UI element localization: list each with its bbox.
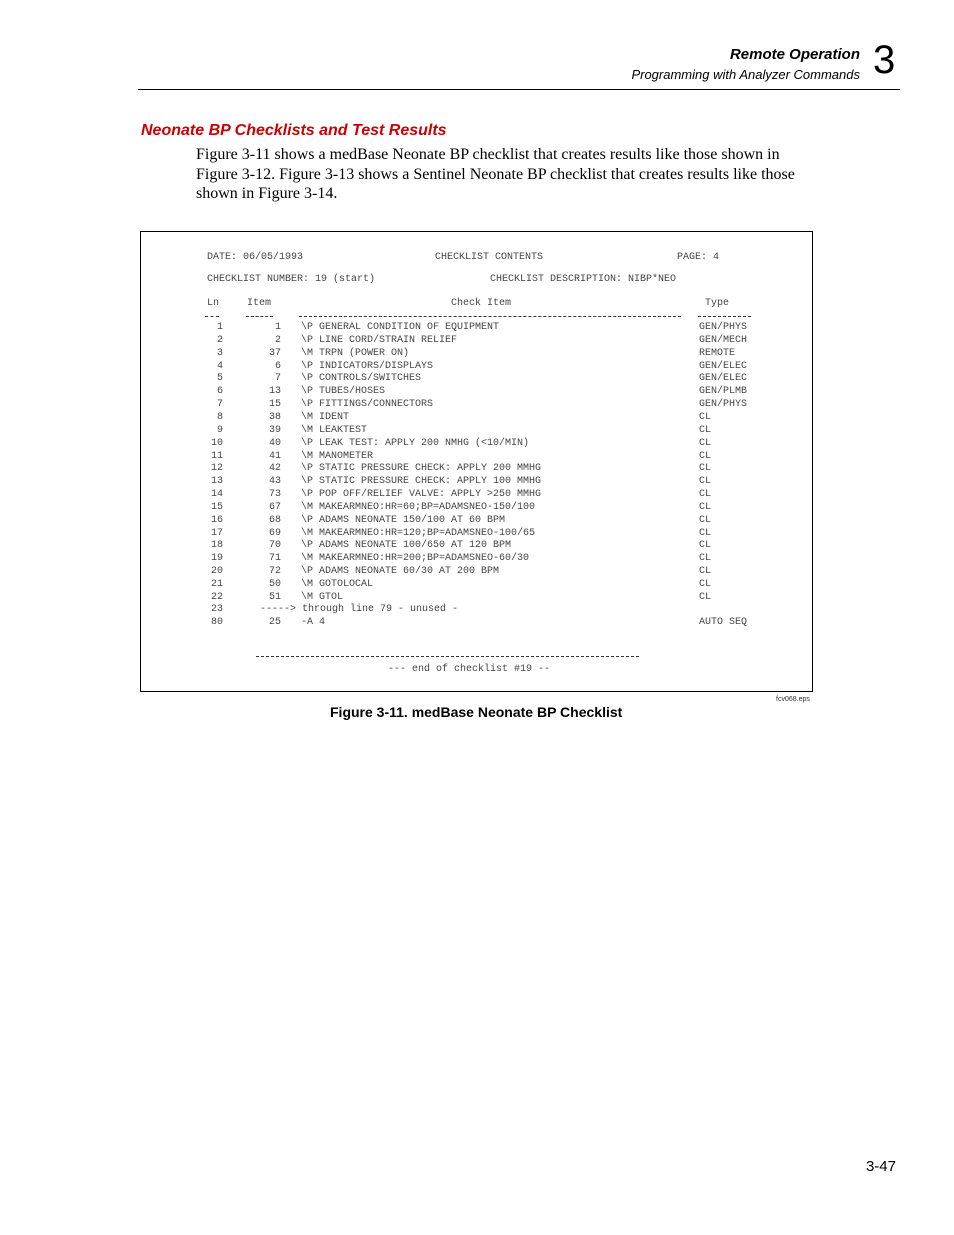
table-row <box>141 553 812 566</box>
row-check-item: \P ADAMS NEONATE 150/100 AT 60 BPM <box>301 514 506 526</box>
table-row <box>141 399 812 412</box>
checklist-figure <box>140 231 813 692</box>
table-row <box>141 476 812 489</box>
row-item: 7 <box>274 373 281 385</box>
checklist-page: PAGE: 4 <box>677 252 720 263</box>
row-type: GEN/PHYS <box>699 399 748 411</box>
row-check-item: \P STATIC PRESSURE CHECK: APPLY 100 MMHG <box>301 476 542 488</box>
row-type: GEN/PLMB <box>699 386 748 398</box>
row-check-item: \M GTOL <box>301 591 344 603</box>
end-divider <box>256 656 639 657</box>
table-row <box>141 438 812 451</box>
row-type: CL <box>699 540 712 552</box>
row-item: 41 <box>268 450 281 462</box>
table-row <box>141 386 812 399</box>
running-header-title: Remote Operation <box>729 46 860 63</box>
row-item: 70 <box>268 540 281 552</box>
row-type: CL <box>699 463 712 475</box>
row-item: 50 <box>268 579 281 590</box>
row-type: REMOTE <box>699 347 736 359</box>
row-ln: 20 <box>210 566 223 578</box>
table-row <box>141 425 812 438</box>
row-check-item: \P STATIC PRESSURE CHECK: APPLY 200 MMHG <box>301 463 542 475</box>
row-type: GEN/MECH <box>699 334 748 346</box>
table-row <box>141 489 812 502</box>
row-item: 6 <box>274 360 281 372</box>
row-item: 68 <box>268 514 281 526</box>
row-type: CL <box>699 527 712 539</box>
row-ln: 12 <box>210 463 223 475</box>
column-header-ln: Ln <box>207 298 220 309</box>
row-ln: 1 <box>216 322 223 333</box>
row-ln: 4 <box>216 360 223 372</box>
page-number: 3-47 <box>865 1158 896 1175</box>
row-item: 73 <box>268 489 281 501</box>
column-underline-type <box>698 316 751 317</box>
running-header-subtitle: Programming with Analyzer Commands <box>631 67 860 82</box>
table-row <box>141 502 812 515</box>
checklist-description: CHECKLIST DESCRIPTION: NIBP*NEO <box>490 274 677 285</box>
table-row <box>141 348 812 361</box>
row-item: 67 <box>268 501 281 513</box>
row-item: 71 <box>268 553 281 565</box>
row-ln: 21 <box>210 579 223 590</box>
column-header-type: Type <box>705 298 730 309</box>
row-item: 13 <box>268 386 281 398</box>
row-check-item: \P CONTROLS/SWITCHES <box>301 373 422 385</box>
row-ln: 15 <box>210 501 223 513</box>
row-ln: 3 <box>216 347 223 359</box>
row-type: GEN/ELEC <box>699 373 748 385</box>
row-ln: 19 <box>210 553 223 565</box>
table-row <box>141 335 812 348</box>
row-item: 1 <box>274 322 281 333</box>
table-row <box>141 540 812 553</box>
row-ln: 80 <box>210 617 223 628</box>
section-title: Neonate BP Checklists and Test Results <box>141 122 447 139</box>
row-item: 42 <box>268 463 281 475</box>
end-of-checklist-text: --- end of checklist #19 -- <box>388 664 551 675</box>
row-ln: 14 <box>210 489 223 501</box>
column-underline-item <box>246 316 273 317</box>
table-row <box>141 322 812 335</box>
row-item: 37 <box>268 347 281 359</box>
figure-caption: Figure 3-11. medBase Neonate BP Checklist <box>330 704 623 720</box>
row-ln: 13 <box>210 476 223 488</box>
row-check-item: \M MANOMETER <box>301 450 374 462</box>
row-check-item: \P GENERAL CONDITION OF EQUIPMENT <box>301 322 500 333</box>
row-check-item: \M LEAKTEST <box>301 424 368 436</box>
row-type: CL <box>699 450 712 462</box>
row-item: 51 <box>268 591 281 603</box>
table-row <box>141 566 812 579</box>
checklist-contents-label: CHECKLIST CONTENTS <box>435 252 544 263</box>
row-ln: 23 <box>210 604 223 615</box>
column-header-item: Item <box>247 298 272 309</box>
row-check-item: \P LEAK TEST: APPLY 200 NMHG (<10/MIN) <box>301 437 530 449</box>
row-check-item: \M GOTOLOCAL <box>301 579 374 590</box>
row-check-item: \P ADAMS NEONATE 60/30 AT 200 BPM <box>301 566 500 578</box>
row-ln: 22 <box>210 591 223 603</box>
row-type: AUTO SEQ <box>699 617 748 628</box>
row-item: 72 <box>268 566 281 578</box>
row-ln: 2 <box>216 334 223 346</box>
row-item: 25 <box>268 617 281 628</box>
row-item: 43 <box>268 476 281 488</box>
row-ln: 8 <box>216 411 223 423</box>
table-row <box>141 373 812 386</box>
row-type: CL <box>699 579 712 590</box>
table-row <box>141 361 812 374</box>
row-type: CL <box>699 424 712 436</box>
row-type: GEN/ELEC <box>699 360 748 372</box>
row-ln: 16 <box>210 514 223 526</box>
row-type: CL <box>699 591 712 603</box>
row-unused-text: -----> through line 79 - unused - <box>260 604 459 615</box>
row-type: CL <box>699 566 712 578</box>
row-check-item: \P TUBES/HOSES <box>301 386 386 398</box>
row-check-item: \P FITTINGS/CONNECTORS <box>301 399 434 411</box>
row-type: CL <box>699 411 712 423</box>
row-item: 39 <box>268 424 281 436</box>
row-item: 38 <box>268 411 281 423</box>
column-underline-check-item <box>299 316 681 317</box>
row-check-item: \P POP OFF/RELIEF VALVE: APPLY >250 MMHG <box>301 489 542 501</box>
row-type: CL <box>699 476 712 488</box>
row-item: 15 <box>268 399 281 411</box>
row-check-item: \M TRPN (POWER ON) <box>301 347 410 359</box>
table-row <box>141 463 812 476</box>
row-ln: 18 <box>210 540 223 552</box>
checklist-number: CHECKLIST NUMBER: 19 (start) <box>207 274 376 285</box>
row-type: CL <box>699 514 712 526</box>
row-check-item: \P INDICATORS/DISPLAYS <box>301 360 434 372</box>
row-item: 2 <box>274 334 281 346</box>
table-row <box>141 592 812 605</box>
row-check-item: -A 4 <box>301 617 326 628</box>
column-underline-ln <box>205 316 219 317</box>
row-check-item: \P LINE CORD/STRAIN RELIEF <box>301 334 458 346</box>
chapter-number: 3 <box>873 38 896 82</box>
row-type: CL <box>699 437 712 449</box>
row-type: CL <box>699 553 712 565</box>
row-check-item: \M MAKEARMNEO:HR=200;BP=ADAMSNEO-60/30 <box>301 553 530 565</box>
column-header-check-item: Check Item <box>451 298 512 309</box>
table-row <box>141 412 812 425</box>
header-rule <box>138 89 900 90</box>
table-row <box>141 451 812 464</box>
body-paragraph: Figure 3-11 shows a medBase Neonate BP checklist that creates results like those shown in Figure 3-12. Figure 3-13 shows a Sentinel Neonate BP checklist that creates results like those shown in Figure 3-14. <box>196 146 795 202</box>
row-type: GEN/PHYS <box>699 322 748 333</box>
row-ln: 9 <box>216 424 223 436</box>
row-ln: 11 <box>210 450 223 462</box>
row-type: CL <box>699 501 712 513</box>
row-check-item: \M MAKEARMNEO:HR=120;BP=ADAMSNEO-100/65 <box>301 527 536 539</box>
figure-eps-label: fcv068.eps <box>776 696 810 703</box>
checklist-date: DATE: 06/05/1993 <box>207 252 304 263</box>
row-ln: 6 <box>216 386 223 398</box>
row-ln: 17 <box>210 527 223 539</box>
row-ln: 7 <box>216 399 223 411</box>
row-item: 40 <box>268 437 281 449</box>
table-row-unused <box>141 604 812 617</box>
table-row <box>141 515 812 528</box>
row-check-item: \M IDENT <box>301 411 350 423</box>
row-type: CL <box>699 489 712 501</box>
row-ln: 5 <box>216 373 223 385</box>
row-ln: 10 <box>210 437 223 449</box>
row-item: 69 <box>268 527 281 539</box>
table-row <box>141 579 812 592</box>
table-row-last <box>141 617 812 630</box>
row-check-item: \M MAKEARMNEO:HR=60;BP=ADAMSNEO-150/100 <box>301 501 536 513</box>
table-row <box>141 528 812 541</box>
row-check-item: \P ADAMS NEONATE 100/650 AT 120 BPM <box>301 540 512 552</box>
